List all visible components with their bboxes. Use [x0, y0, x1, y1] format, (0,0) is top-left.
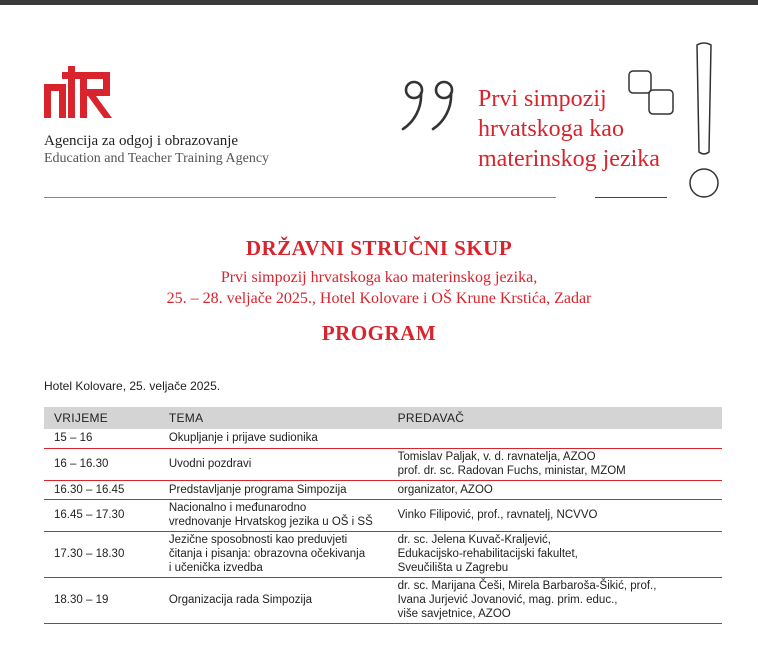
squares-icon — [627, 68, 685, 120]
cell-line: organizator, AZOO — [397, 483, 493, 496]
cell-time: 16.30 – 16.45 — [44, 480, 159, 499]
symposium-line: Prvi simpozij — [478, 86, 607, 112]
cell-speaker — [388, 499, 722, 531]
cell-line: i učenička izvedba — [168, 562, 263, 574]
cell-speaker — [388, 429, 722, 448]
event-subtitle-line: Prvi simpozij hrvatskoga kao materinskog jezika, — [220, 269, 538, 286]
cell-topic — [159, 531, 388, 577]
table-row — [44, 577, 722, 623]
cell-speaker — [388, 448, 722, 480]
program-heading: PROGRAM — [321, 321, 437, 345]
event-title: DRŽAVNI STRUČNI SKUP — [245, 236, 513, 260]
table-row — [44, 448, 722, 480]
program-table — [44, 407, 722, 624]
cell-line: dr. sc. Jelena Kuvač-Kraljević, — [397, 534, 551, 546]
cell-line: Organizacija rada Simpozija — [168, 594, 313, 606]
table-row — [44, 499, 722, 531]
cell-line: Vinko Filipović, prof., ravnatelj, NCVVO — [397, 509, 598, 521]
cell-topic — [159, 429, 388, 448]
cell-line: Ivana Jurjević Jovanović, mag. prim. educ., — [397, 594, 618, 606]
cell-line: Predstavljanje programa Simpozija — [168, 483, 347, 496]
table-row — [44, 429, 722, 448]
cell-line: više savjetnice, AZOO — [397, 608, 511, 620]
cell-line: Nacionalno i međunarodno — [168, 502, 307, 514]
cell-topic — [159, 448, 388, 480]
cell-time: 17.30 – 18.30 — [44, 531, 159, 577]
cell-line: Okupljanje i prijave sudionika — [168, 432, 318, 445]
cell-speaker — [388, 577, 722, 623]
table-body — [44, 429, 722, 623]
agency-name-en: Education and Teacher Training Agency — [44, 151, 270, 166]
table-row — [44, 531, 722, 577]
cell-topic — [159, 577, 388, 623]
exclamation-mark-icon — [684, 42, 724, 202]
cell-topic — [159, 499, 388, 531]
cell-time: 15 – 16 — [44, 429, 159, 448]
cell-speaker — [388, 531, 722, 577]
event-subtitle-line: 25. – 28. veljače 2025., Hotel Kolovare i OŠ Krune Krstića, Zadar — [166, 290, 592, 307]
cell-time: 16 – 16.30 — [44, 448, 159, 480]
column-header-topic: TEMA — [159, 407, 388, 429]
cell-time: 18.30 – 19 — [44, 577, 159, 623]
cell-topic — [159, 480, 388, 499]
cell-line: Edukacijsko-rehabilitacijski fakultet, — [397, 548, 578, 560]
cell-line: Tomislav Paljak, v. d. ravnatelja, AZOO — [397, 451, 596, 463]
cell-line: vrednovanje Hrvatskog jezika u OŠ i SŠ — [168, 516, 373, 528]
cell-line: dr. sc. Marijana Češi, Mirela Barbaroša-Šikić, prof., — [397, 580, 657, 592]
symposium-line: hrvatskoga kao — [478, 116, 624, 142]
cell-line: Jezične sposobnosti kao preduvjeti — [168, 534, 348, 546]
cell-speaker — [388, 480, 722, 499]
agency-logo-icon — [44, 66, 114, 118]
day-heading: Hotel Kolovare, 25. veljače 2025. — [44, 379, 221, 393]
symposium-line: materinskog jezika — [478, 146, 660, 172]
table-row — [44, 480, 722, 499]
quote-mark-icon — [400, 76, 462, 132]
table-header-row — [44, 407, 722, 429]
column-header-time: VRIJEME — [44, 407, 159, 429]
cell-line: Uvodni pozdravi — [168, 458, 252, 470]
cell-line: čitanja i pisanja: obrazovna očekivanja — [168, 548, 366, 560]
header-rule-right — [595, 197, 667, 198]
cell-line: Sveučilišta u Zagrebu — [397, 562, 509, 574]
header-rule — [44, 197, 556, 198]
cell-time: 16.45 – 17.30 — [44, 499, 159, 531]
cell-line: prof. dr. sc. Radovan Fuchs, ministar, MZOM — [397, 465, 626, 477]
top-border — [0, 0, 758, 5]
column-header-speaker: PREDAVAČ — [388, 407, 722, 429]
agency-name-hr: Agencija za odgoj i obrazovanje — [44, 133, 239, 149]
